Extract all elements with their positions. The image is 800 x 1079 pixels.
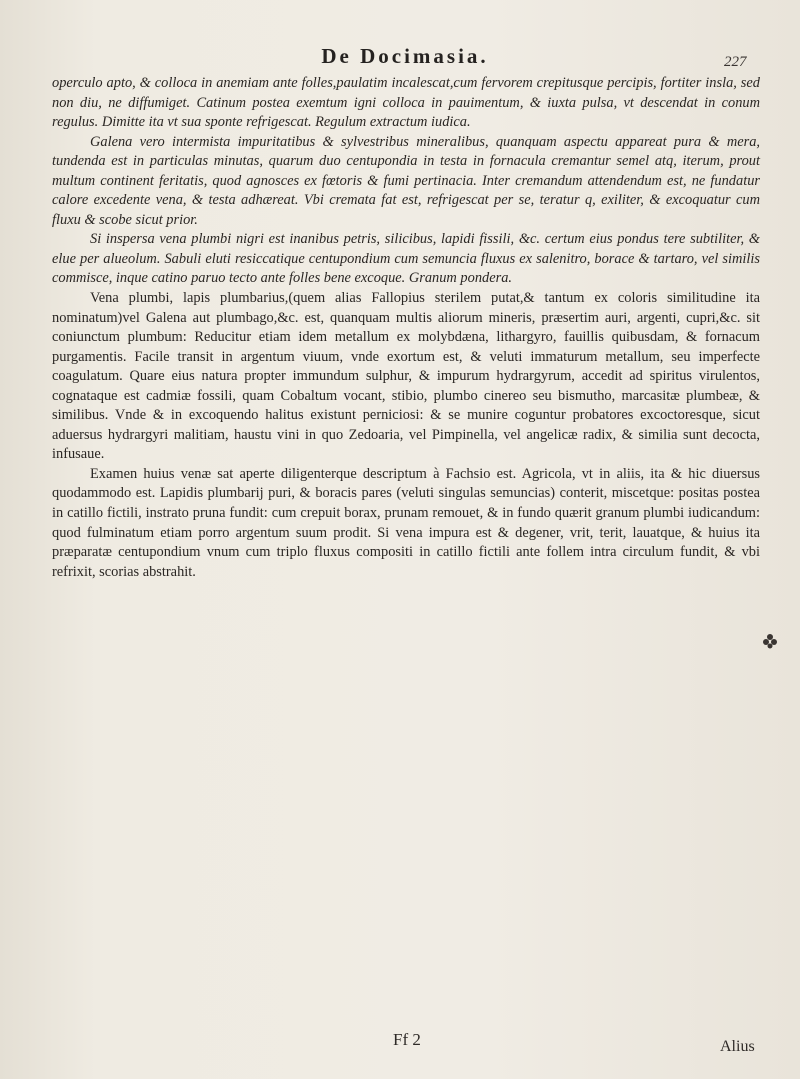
paragraph-examen: Examen huius venæ sat aperte diligenterque descriptum à Fachsio est. Agricola, vt in aliis, ita & hic diuersus quodammodo est. Lapidis plumbarij puri, & boracis pares (veluti singulas semuncias) conterit, miscetque: positas postea in catillo fictili, instrato pruna fundit: cum crepuit borax, prunam remouet, & in fundo quærit granum plumbi iudicandum: quod fulminatum etiam porro argentum suum prodit. Si vena impura est & degener, vrit, terit, lauatque, & huius ita præparatæ centupondium vnum cum triplo fluxus compositi in catillo fictili ante follem intra circulum fundit, & vbi refrixit, scorias abstrahit. bbox=[52, 465, 760, 580]
flower-ornament-icon bbox=[762, 633, 778, 649]
page-header bbox=[0, 44, 800, 74]
paragraph-galena: Galena vero intermista impuritatibus & sylvestribus mineralibus, quanquam aspectu appareat pura & mera, tundenda est in particulas minutas, quarum duo centupondia in testa in fornacula cremantur semel atq, iterum, prout multum continent feritatis, quod agnosces ex fœtoris & fumi pertinacia. Inter cremandum attendendum est, ne fundatur calore excedente vena, & testa adhæreat. Vbi cremata fat est, refrigescat per se, teratur q, exiliter, & excoquatur cum fluxu & scobe sicut prior. bbox=[52, 133, 760, 228]
page-number: 227 bbox=[724, 54, 747, 70]
body-text bbox=[52, 74, 760, 582]
paragraph-si-inspersa: Si inspersa vena plumbi nigri est inanibus petris, silicibus, lapidi fissili, &c. certum eius pondus tere subtiliter, & elue per alueolum. Sabuli eluti resiccatique centupondium cum semuncia fluxus ex salenitro, borace & tartaro, vel similis commisce, inque catino paruo tecto ante folles bene excoque. Granum pondera. bbox=[52, 231, 760, 287]
running-head: De Docimasia. bbox=[321, 44, 489, 68]
page-footer bbox=[0, 1030, 800, 1060]
catchword: Alius bbox=[720, 1038, 755, 1055]
paragraph-vena-plumbi: Vena plumbi, lapis plumbarius,(quem alias Fallopius sterilem putat,& tantum ex coloris similitudine ita nominatum)vel Galena aut plumbago,&c. est, quanquam multis aliorum mineris, præsertim auri, argenti, cupri,&c. sit coniunctum plumbum: Reducitur etiam idem metallum ex molybdæna, lithargyro, fauillis quibusdam, & fornacum purgamentis. Facile transit in argentum viuum, vnde exortum est, & veluti immaturum metallum, seu imperfecte coagulatum. Quare eius natura propter immundum sulphur, & impurum hydrargyrum, accedit ad spiritus virulentos, cognataque est cadmiæ fossili, quam Cobaltum vocant, stibio, plumbo cinereo seu bismutho, marcasitæ plumbeæ, & similibus. Vnde & in excoquendo halitus existunt perniciosi: & se munire coguntur probatores excoctoresque, sicut aduersus hydrargyri malitiam, haustu vini in quo Zedoaria, vel Pimpinella, vel angelicæ radix, & similia sunt decocta, infusaue. bbox=[52, 290, 760, 463]
signature-mark: Ff 2 bbox=[393, 1030, 421, 1049]
paragraph-operculo: operculo apto, & colloca in anemiam ante folles,paulatim incalescat,cum fervorem crepitusque percipis, fortiter insla, sed non diu, ne diffumiget. Catinum postea exemtum igni colloca in pauimentum, & iuxta pulsa, vt descendat in conum regulus. Dimitte ita vt sua sponte refrigescat. Regulum extractum iudica. bbox=[52, 75, 760, 131]
